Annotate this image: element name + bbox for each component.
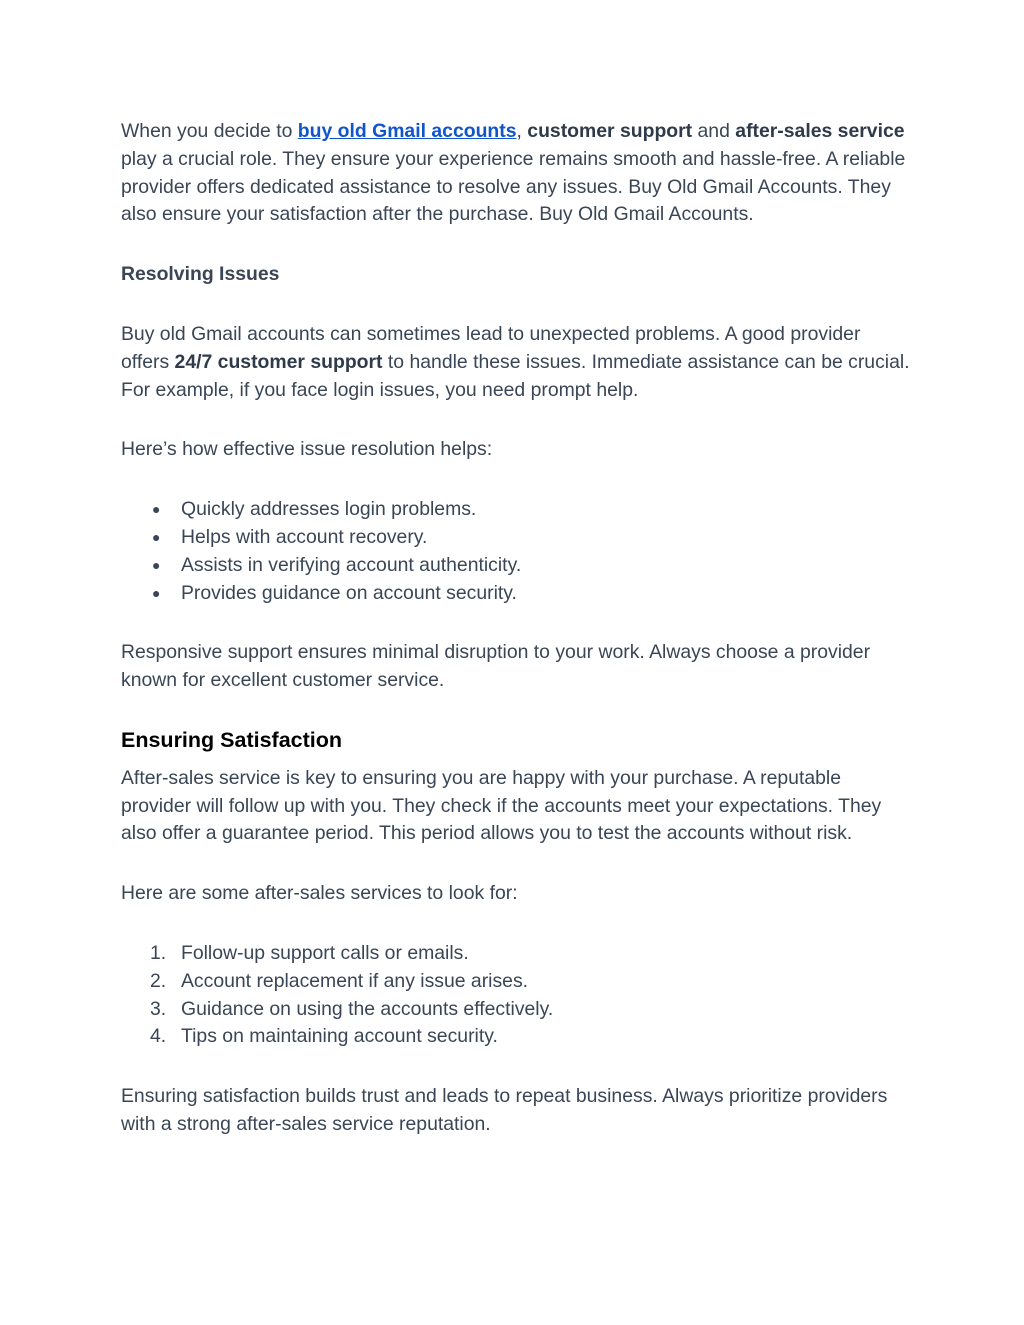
ensuring-satisfaction-heading: Ensuring Satisfaction — [121, 727, 343, 752]
list-item — [121, 968, 911, 996]
resolving-bold-support: 24/7 customer support — [174, 350, 383, 373]
satisfaction-closing-paragraph: Ensuring satisfaction builds trust and leads to repeat business. Always prioritize providers with a strong after-sales service reputation. — [121, 1085, 888, 1135]
resolving-list-lead: Here’s how effective issue resolution helps: — [121, 438, 493, 461]
satisfaction-numbered-list — [121, 940, 911, 1051]
list-item-text: Guidance on using the accounts effectively. — [181, 997, 554, 1020]
list-item — [121, 552, 911, 580]
list-item-text: Helps with account recovery. — [181, 525, 428, 548]
bullet-marker: ● — [152, 556, 161, 573]
list-item — [121, 524, 911, 552]
intro-paragraph — [121, 118, 911, 229]
list-item-text: Quickly addresses login problems. — [181, 498, 477, 521]
intro-text-1: When you decide to — [121, 120, 298, 142]
resolving-text-2: to handle these issues. Immediate assistance can be crucial. For example, if you face login issues, you need prompt help. — [121, 350, 910, 401]
resolving-text-1: Buy old Gmail accounts can sometimes lead to unexpected problems. A good provider offers — [121, 322, 861, 373]
list-item — [121, 940, 911, 968]
list-item — [121, 996, 911, 1024]
resolving-issues-heading: Resolving Issues — [121, 263, 280, 286]
list-number: 3. — [150, 997, 167, 1020]
list-item-text: Account replacement if any issue arises. — [181, 969, 529, 992]
bullet-marker: ● — [152, 501, 161, 518]
satisfaction-list-lead: Here are some after-sales services to look for: — [121, 882, 518, 905]
list-item-text: Follow-up support calls or emails. — [181, 941, 469, 964]
list-number: 2. — [150, 969, 167, 992]
list-number: 1. — [150, 941, 167, 964]
bullet-marker: ● — [152, 528, 161, 545]
intro-text-2: , — [516, 120, 528, 142]
list-number: 4. — [150, 1025, 167, 1048]
buy-old-gmail-accounts-link[interactable]: buy old Gmail accounts — [297, 120, 517, 142]
intro-bold-customer-support: customer support — [527, 120, 693, 142]
list-item-text: Tips on maintaining account security. — [181, 1025, 498, 1048]
list-item-text: Provides guidance on account security. — [181, 581, 517, 604]
intro-text-4: play a crucial role. They ensure your experience remains smooth and hassle-free. A reliable provider offers dedicated assistance to resolve any issues. Buy Old Gmail Accounts. They also ensure your satisfaction after the purchase. Buy Old Gmail Accounts. — [121, 147, 906, 226]
list-item-text: Assists in verifying account authenticity. — [181, 553, 522, 576]
list-item — [121, 496, 911, 524]
satisfaction-paragraph: After-sales service is key to ensuring you are happy with your purchase. A reputable provider will follow up with you. They check if the accounts meet your expectations. They also offer a guarantee period. This period allows you to test the accounts without risk. — [121, 766, 882, 845]
intro-text-3: and — [692, 120, 736, 142]
resolving-closing-paragraph: Responsive support ensures minimal disruption to your work. Always choose a provider known for excellent customer service. — [121, 641, 871, 692]
bullet-marker: ● — [152, 584, 161, 601]
list-item — [121, 1023, 911, 1051]
list-item — [121, 580, 911, 608]
resolving-bullet-list — [121, 496, 911, 607]
document-page — [121, 118, 911, 1171]
resolving-paragraph — [121, 321, 911, 404]
intro-bold-after-sales-service: after-sales service — [735, 120, 905, 142]
